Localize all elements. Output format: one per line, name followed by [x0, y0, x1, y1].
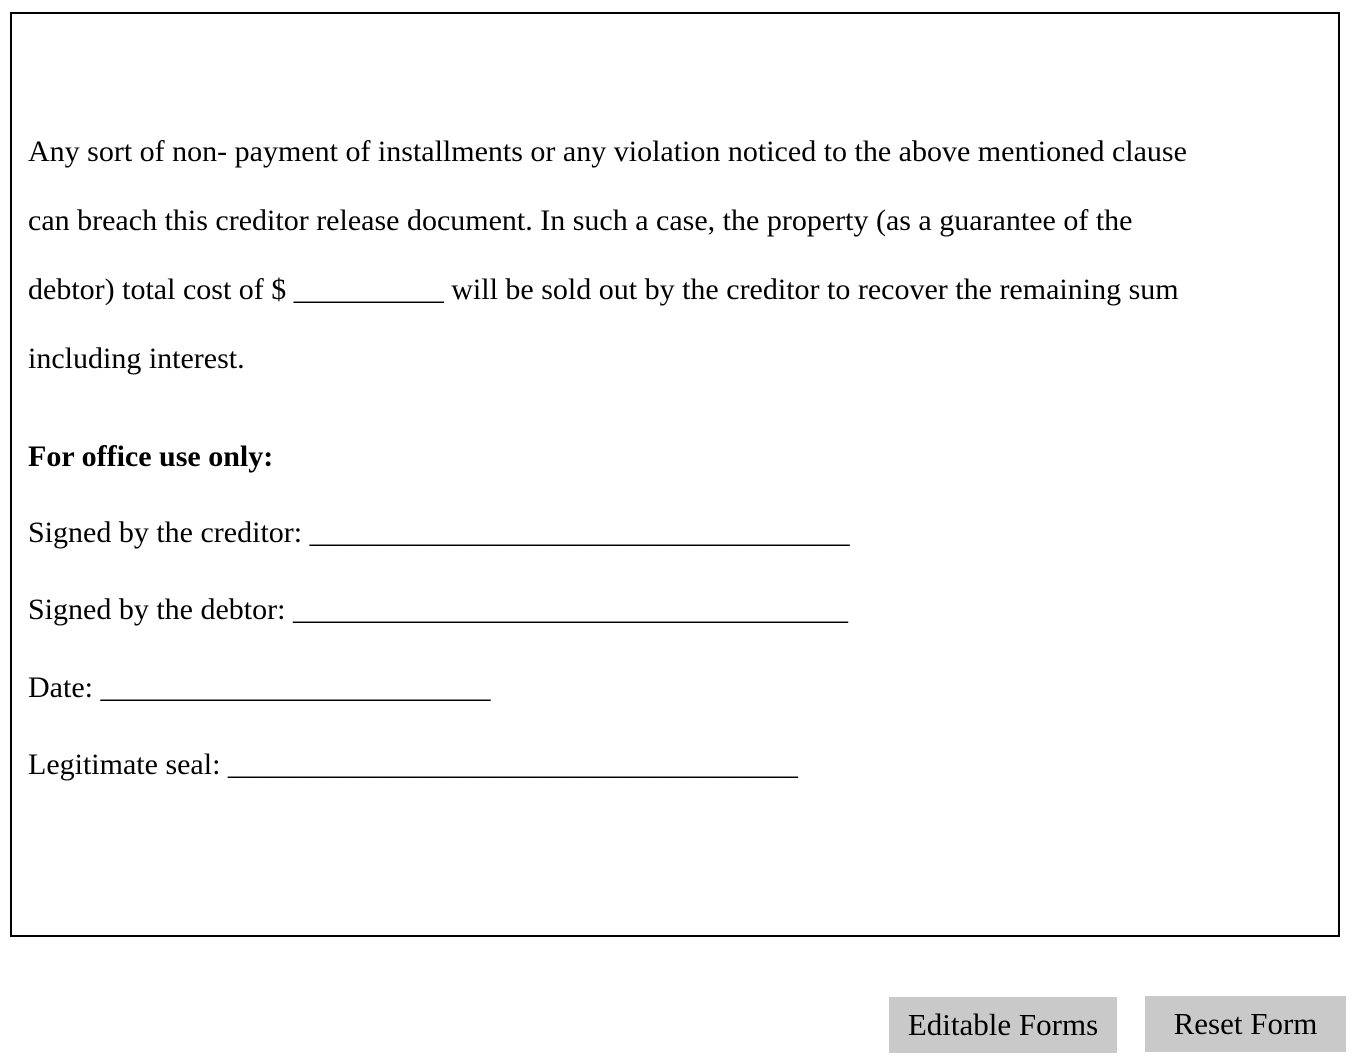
document-frame — [10, 12, 1340, 937]
clause-line-2: can breach this creditor release document. In such a case, the property (as a guarantee of the — [28, 204, 1133, 237]
reset-form-button[interactable]: Reset Form — [1145, 996, 1346, 1052]
office-use-heading: For office use only: — [28, 440, 274, 473]
clause-line-4: including interest. — [28, 342, 245, 375]
clause-line-1: Any sort of non- payment of installments or any violation noticed to the above mentioned clause — [28, 135, 1187, 168]
legitimate-seal-field: Legitimate seal: ______________________________________ — [28, 748, 798, 781]
clause-line-3: debtor) total cost of $ __________ will be sold out by the creditor to recover the remaining sum — [28, 273, 1179, 306]
creditor-signature-field: Signed by the creditor: ____________________________________ — [28, 516, 850, 549]
breach-clause-paragraph — [28, 117, 1328, 393]
date-field: Date: __________________________ — [28, 671, 491, 704]
debtor-signature-field: Signed by the debtor: _____________________________________ — [28, 593, 848, 626]
editable-forms-button[interactable]: Editable Forms — [889, 997, 1117, 1053]
